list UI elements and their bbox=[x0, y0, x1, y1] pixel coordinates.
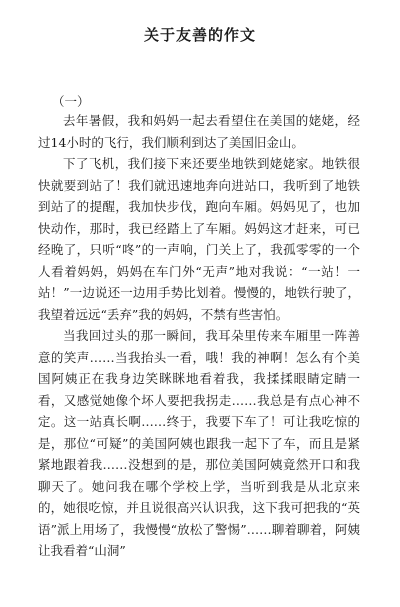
paragraph-3: 当我回过头的那一瞬间，我耳朵里传来车厢里一阵善意的笑声……当我抬头一看，哦！我的神啊！怎么有个美国阿姨正在我身边笑眯眯地看着我，我揉揉眼睛定睛一看，又感觉她像个坏人要把我拐走……我总是有点心神不定。这一站真长啊……终于，我要下车了！可让我吃惊的是，那位“可疑”的美国阿姨也跟我一起下了车，而且是紧紧地跟着我……没想到的是，那位美国阿姨竟然开口和我聊天了。她问我在哪个学校上学，当听到我是从北京来的，她很吃惊，并且说很高兴认识我，这下我可把我的“英语”派上用场了，我慢慢“放松了警惕”……聊着聊着，阿姨让我看着“山洞” bbox=[38, 328, 360, 558]
essay-body bbox=[38, 110, 360, 562]
paragraph-2: 下了飞机，我们接下来还要坐地铁到姥姥家。地铁很快就要到站了！我们就迅速地奔向进站口，我听到了地铁到站了的提醒，我加快步伐，跑向车厢。妈妈见了，也加快动作，那时，我已经踏上了车厢。妈妈这才赶来，可已经晚了，只听“咚”的一声响，门关上了，我孤零零的一个人看着妈妈，妈妈在车门外“无声”地对我说：“一站！一站！”一边说还一边用手势比划着。慢慢的，地铁行驶了，我望着远远“丢弃”我的妈妈，不禁有些害怕。 bbox=[38, 156, 360, 322]
paragraph-1: 去年暑假，我和妈妈一起去看望住在美国的姥姥，经过14小时的飞行，我们顺利到达了美国旧金山。 bbox=[38, 113, 360, 150]
document-title: 关于友善的作文 bbox=[143, 26, 256, 44]
section-number: （一） bbox=[52, 94, 90, 109]
